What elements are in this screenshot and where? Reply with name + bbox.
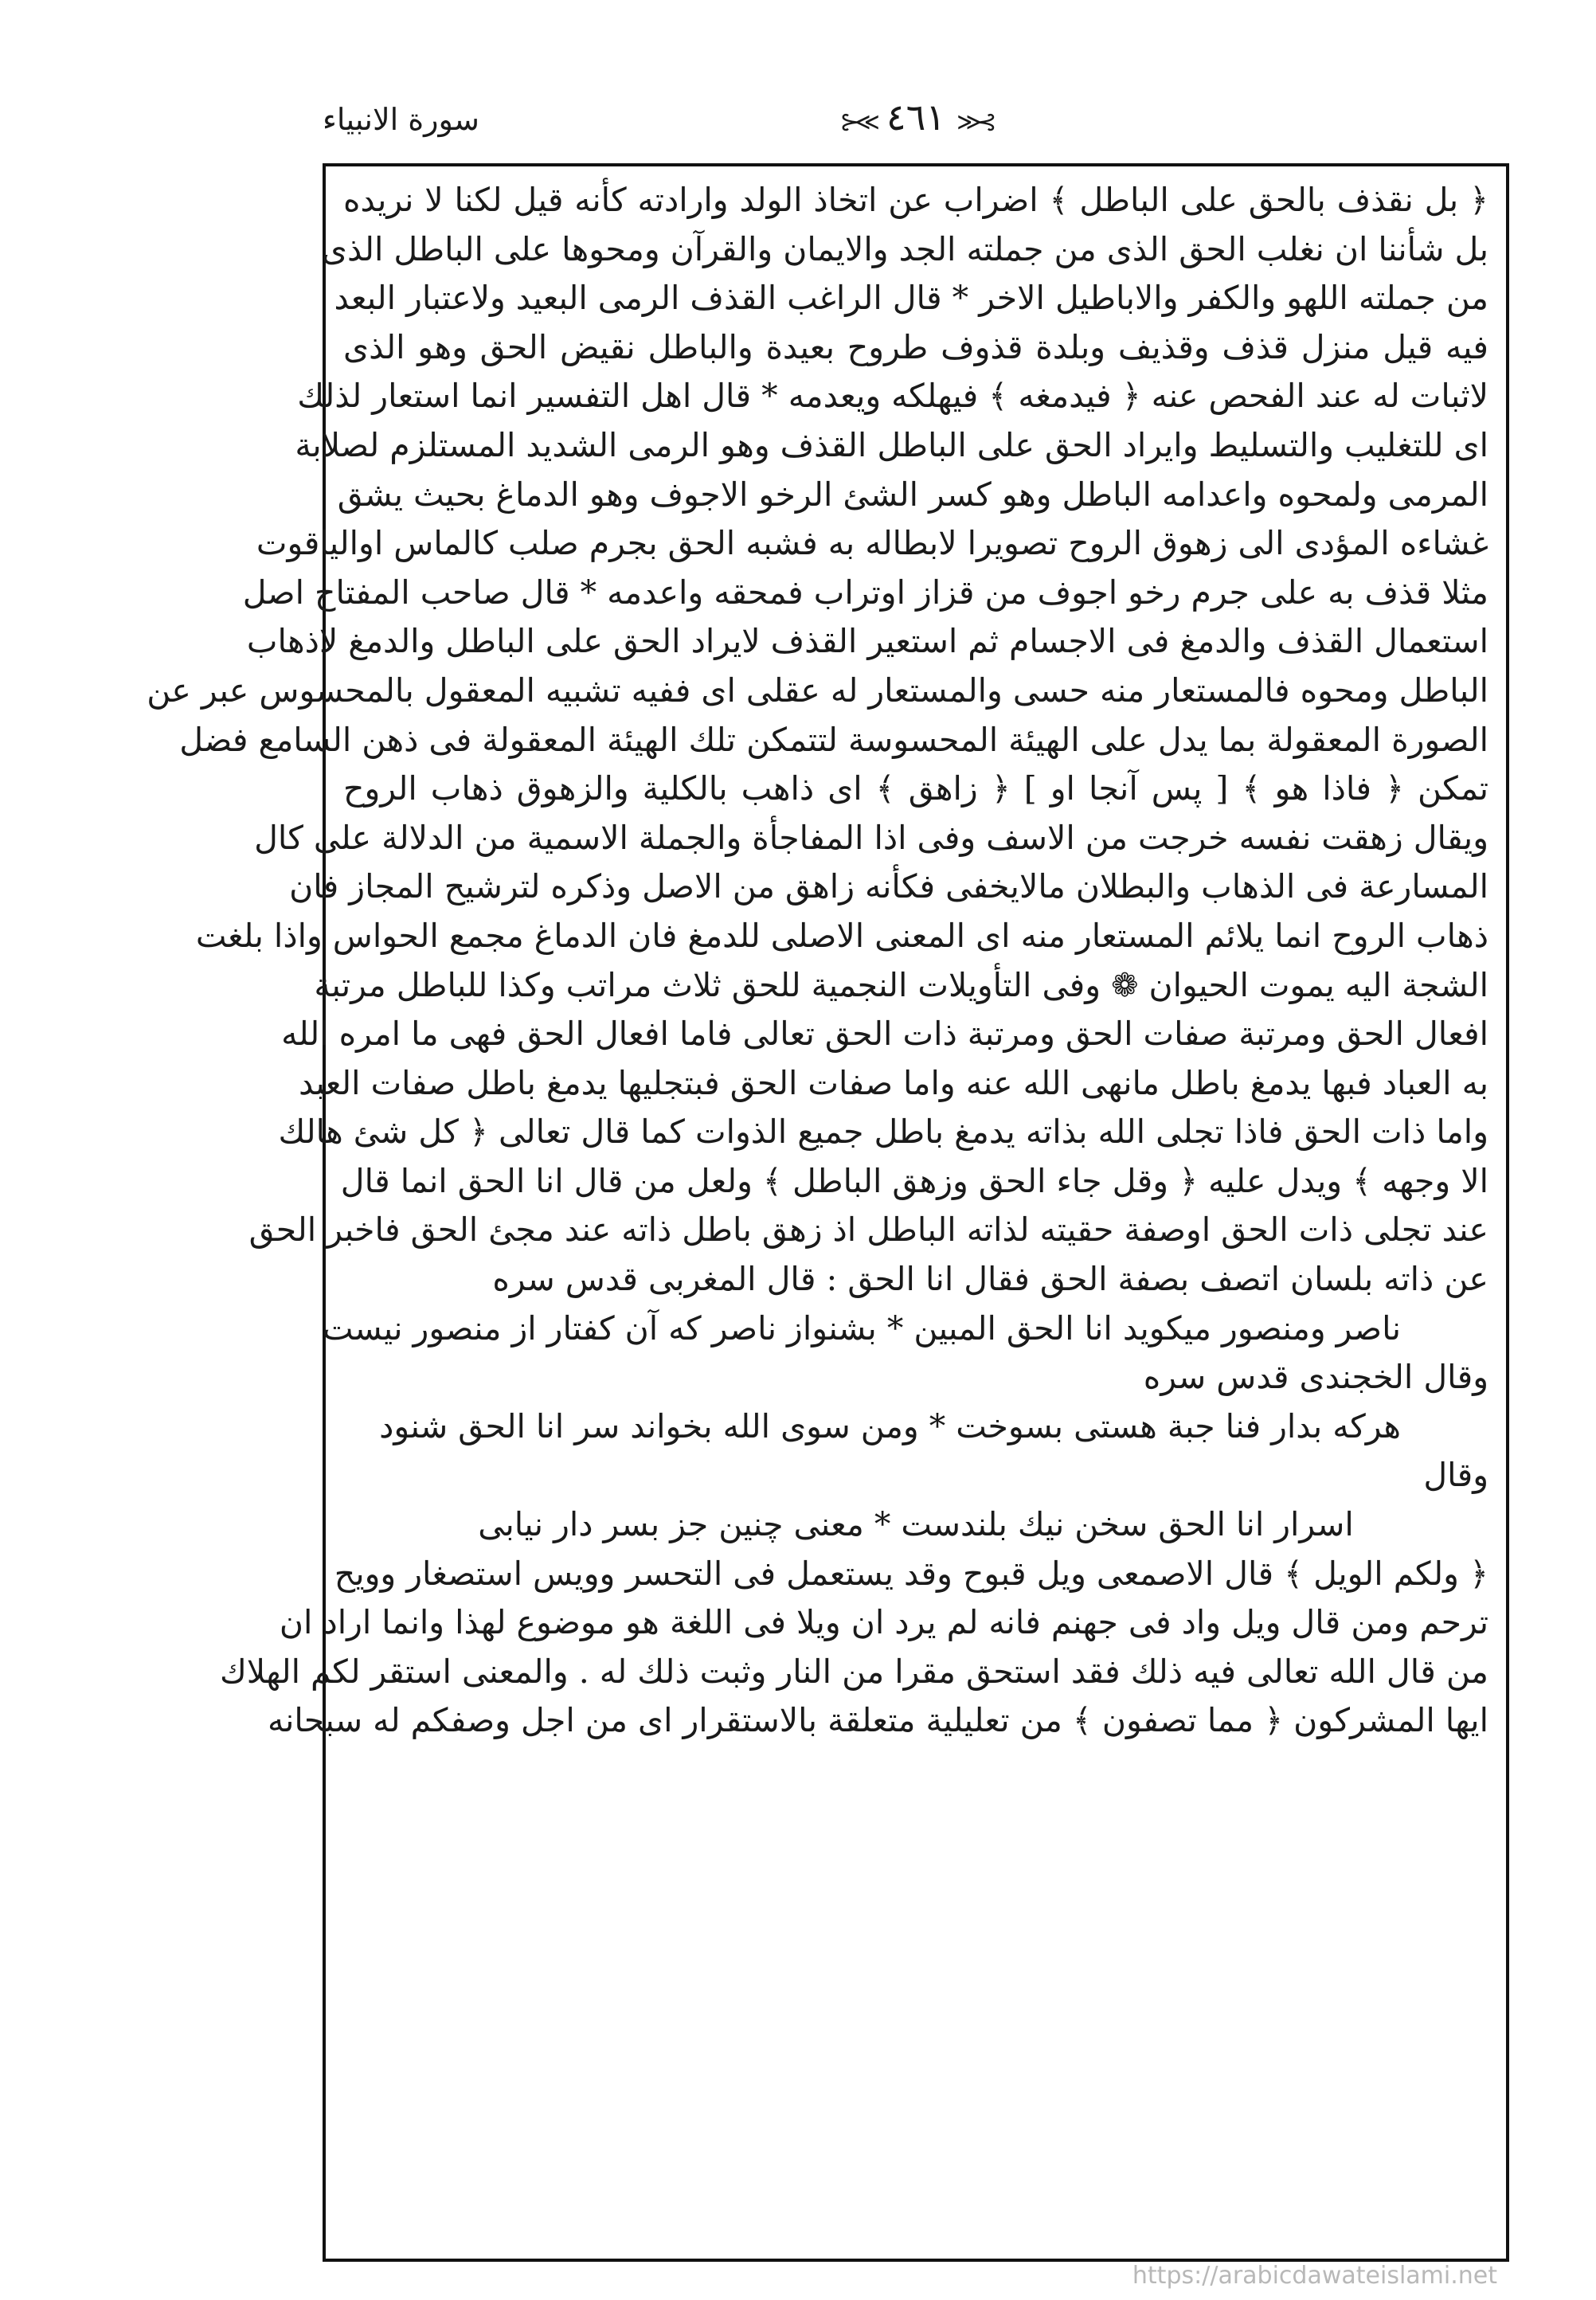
running-title: سورة الانبياء	[323, 102, 479, 137]
text-line: المسارعة فى الذهاب والبطلان مالايخفى فكأنه زاهق من الاصل وذكره لترشيح المجاز فان	[289, 867, 1488, 906]
text-line: عند تجلى ذات الحق اوصفة حقيته لذاته الباطل اذ زهق باطل ذاته عند مجئ الحق فاخبر الحق	[248, 1211, 1488, 1250]
text-frame	[147, 163, 1509, 2262]
commentary-text	[147, 176, 1489, 1746]
text-line: الشجة اليه يموت الحيوان ❁ وفى التأويلات النجمية للحق ثلاث مراتب وكذا للباطل مرتبة	[314, 965, 1488, 1004]
text-line: الا وجهه ﴾ ويدل عليه ﴿ وقل جاء الحق وزهق الباطل ﴾ ولعل من قال انا الحق انما قال	[340, 1161, 1488, 1200]
text-line: افعال الحق ومرتبة صفات الحق ومرتبة ذات الحق تعالى فاما افعال الحق فهى ما امره الله	[281, 1015, 1488, 1054]
text-line: غشاءه المؤدى الى زهوق الروح تصويرا لابطاله به فشبه الحق بجرم صلب كالماس اوالياقوت	[256, 524, 1488, 563]
text-line: لاثبات له عند الفحص عنه ﴿ فيدمغه ﴾ فيهلكه ويعدمه * قال اهل التفسير انما استعار لذلك	[297, 377, 1488, 416]
watermark-url: https://arabicdawateislami.net	[1132, 2262, 1497, 2290]
verse-line: ناصر ومنصور ميكويد انا الحق المبين * بشنواز ناصر كه آن كفتار از منصور نيست	[322, 1308, 1401, 1348]
page-number: ٤٦١	[886, 96, 946, 139]
verse-line: هركه بدار فنا جبة هستى بسوخت * ومن سوى الله بخواند سر انا الحق شنود	[379, 1406, 1401, 1445]
text-line: ايها المشركون ﴿ مما تصفون ﴾ من تعليلية متعلقة بالاستقرار اى من اجل وصفكم له سبحانه	[268, 1701, 1488, 1740]
verse-line: اسرار انا الحق سخن نيك بلندست * معنى چنين جز بسر دار نيابى	[478, 1505, 1354, 1544]
text-line: بل شأننا ان نغلب الحق الذى من جملته الجد والايمان والقرآن ومحوها على الباطل الذى	[321, 229, 1488, 268]
text-line: الباطل ومحوه فالمستعار منه حسى والمستعار له عقلى اى ففيه تشبيه المعقول بالمحسوس عبر عن	[147, 671, 1488, 710]
page-number-header	[812, 96, 1019, 139]
ornament-right-icon: ⊱≪	[956, 108, 992, 136]
text-line: ويقال زهقت نفسه خرجت من الاسف وفى اذا المفاجأة والجملة الاسمية من الدلالة على كال	[254, 818, 1488, 857]
text-line: ﴿ بل نقذف بالحق على الباطل ﴾ اضراب عن اتخاذ الولد وارادته كأنه قيل لكنا لا نريده	[343, 181, 1488, 219]
text-line: الصورة المعقولة بما يدل على الهيئة المحسوسة لتتمكن تلك الهيئة المعقولة فى ذهن السامع فضل	[179, 720, 1488, 759]
text-line: تمكن ﴿ فاذا هو ﴾ [ پس آنجا او ] ﴿ زاهق ﴾ اى ذاهب بالكلية والزهوق ذهاب الروح	[343, 769, 1489, 808]
text-line: ﴿ ولكم الويل ﴾ قال الاصمعى ويل قبوح وقد يستعمل فى التحسر وويس استصغار وويح	[334, 1554, 1488, 1593]
text-line: اى للتغليب والتسليط وايراد الحق على الباطل القذف وهو الرمى الشديد المستلزم لصلابة	[295, 425, 1488, 464]
text-line: من قال الله تعالى فيه ذلك فقد استحق مقرا من النار وثبت ذلك له . والمعنى استقر لكم الهلاك	[219, 1652, 1488, 1691]
text-line: وقال الخجندى قدس سره	[1143, 1358, 1488, 1397]
text-line: ذهاب الروح انما يلائم المستعار منه اى المعنى الاصلى للدمغ فان الدماغ مجمع الحواس واذا بلغت	[195, 916, 1488, 955]
text-line: من جملته اللهو والكفر والاباطيل الاخر * قال الراغب القذف الرمى البعيد ولاعتبار البعد	[334, 279, 1488, 318]
text-line: ترحم ومن قال ويل واد فى جهنم فانه لم يرد ان ويلا فى اللغة هو موضوع لهذا وانما اراد ان	[279, 1603, 1488, 1642]
text-line: وقال	[1423, 1456, 1488, 1495]
text-line: عن ذاته بلسان اتصف بصفة الحق فقال انا الحق : قال المغربى قدس سره	[492, 1260, 1488, 1299]
text-line: مثلا قذف به على جرم رخو اجوف من قزاز اوتراب فمحقه واعدمه * قال صاحب المفتاح اصل	[242, 573, 1488, 612]
text-line: فيه قيل منزل قذف وقذيف وبلدة قذوف طروح بعيدة والباطل نقيض الحق وهو الذى	[343, 327, 1488, 366]
ornament-left-icon: ≫⊰	[839, 108, 875, 136]
text-line: واما ذات الحق فاذا تجلى الله بذاته يدمغ باطل جميع الذوات كما قال تعالى ﴿ كل شئ هالك	[278, 1113, 1488, 1152]
text-line: استعمال القذف والدمغ فى الاجسام ثم استعير القذف لايراد الحق على الباطل والدمغ لاذهاب	[246, 622, 1488, 661]
text-line: المرمى ولمحوه واعدامه الباطل وهو كسر الشئ الرخو الاجوف وهو الدماغ بحيث يشق	[337, 475, 1488, 514]
text-line: به العباد فبها يدمغ باطل مانهى الله عنه واما صفات الحق فبتجليها يدمغ باطل صفات العبد	[299, 1063, 1488, 1102]
